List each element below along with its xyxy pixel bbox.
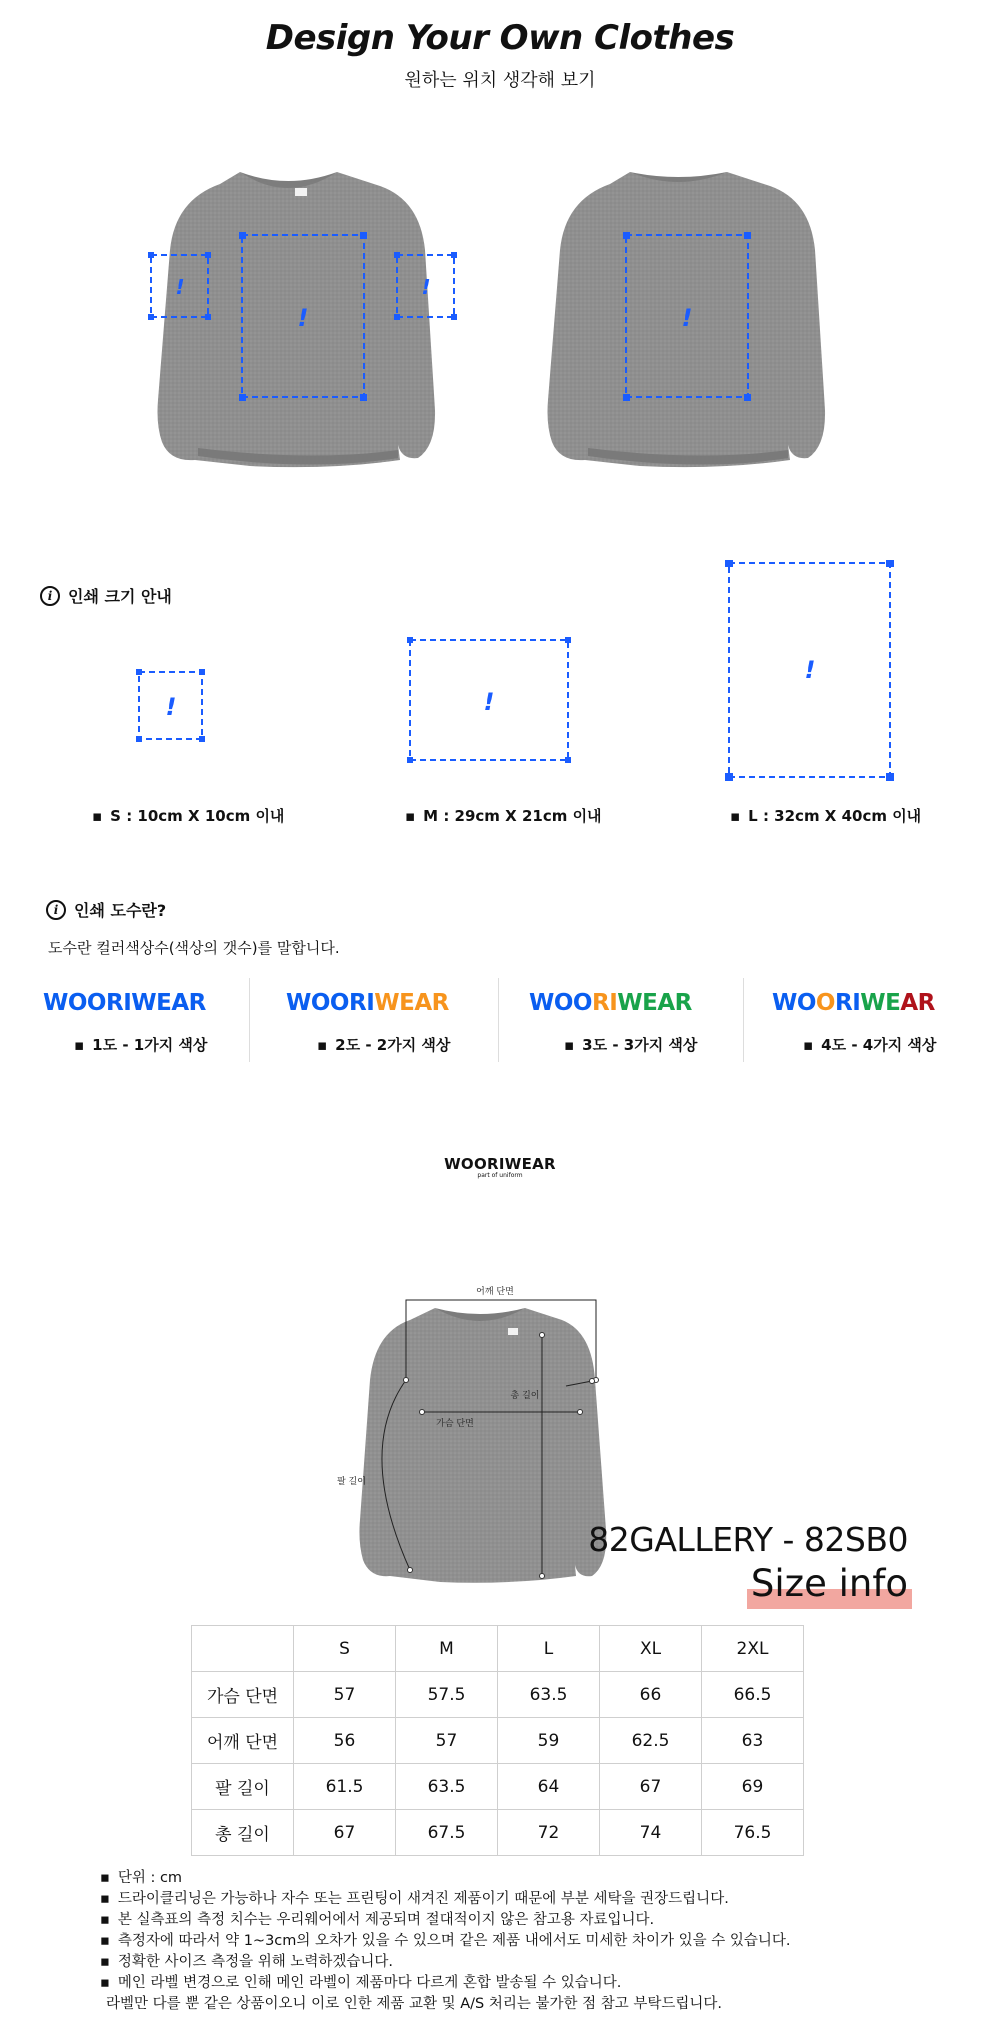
print-size-boxes xyxy=(120,560,920,800)
logo-4-color: WOORIWEAR xyxy=(772,990,935,1016)
table-row xyxy=(192,1764,804,1810)
table-header-cell: XL xyxy=(600,1626,702,1672)
page-subtitle: 원하는 위치 생각해 보기 xyxy=(404,70,596,91)
right-sleeve-marker: ! xyxy=(175,275,185,299)
back-marker: ! xyxy=(681,304,693,332)
table-cell: 59 xyxy=(498,1718,600,1764)
logo-3-color: WOORIWEAR xyxy=(529,990,692,1016)
table-row-label: 가슴 단면 xyxy=(192,1672,294,1718)
note-item: ▪ 단위 : cm xyxy=(100,1868,791,1889)
table-cell: 62.5 xyxy=(600,1718,702,1764)
table-cell: 72 xyxy=(498,1810,600,1856)
brand-logo xyxy=(0,1155,1000,1179)
table-header-cell xyxy=(192,1626,294,1672)
color-option-2: ▪ 2도 - 2가지 색상 xyxy=(317,1034,450,1055)
note-item: ▪ 본 실측표의 측정 치수는 우리웨어에서 제공되며 절대적이지 않은 참고용 자료입니다. xyxy=(100,1910,791,1931)
logo-2-color: WOORIWEAR xyxy=(286,990,449,1016)
table-header-cell: S xyxy=(294,1626,396,1672)
table-cell: 56 xyxy=(294,1718,396,1764)
logo-1-color: WOORIWEAR xyxy=(43,990,206,1016)
print-size-heading-text: 인쇄 크기 안내 xyxy=(68,587,172,606)
note-item: ▪ 드라이클리닝은 가능하나 자수 또는 프린팅이 새겨진 제품이기 때문에 부분 세탁을 권장드립니다. xyxy=(100,1889,791,1910)
table-row-label: 총 길이 xyxy=(192,1810,294,1856)
table-cell: 74 xyxy=(600,1810,702,1856)
brand-name: WOORIWEAR xyxy=(444,1155,556,1173)
shoulder-label: 어깨 단면 xyxy=(476,1287,514,1297)
table-cell: 76.5 xyxy=(702,1810,804,1856)
table-cell: 63.5 xyxy=(396,1764,498,1810)
table-cell: 64 xyxy=(498,1764,600,1810)
total-length-label: 총 길이 xyxy=(510,1391,540,1401)
table-cell: 57.5 xyxy=(396,1672,498,1718)
size-s-label: ▪ S : 10cm X 10cm 이내 xyxy=(92,805,284,826)
note-item: ▪ 정확한 사이즈 측정을 위해 노력하겠습니다. xyxy=(100,1952,791,1973)
table-header-cell: 2XL xyxy=(702,1626,804,1672)
info-icon: i xyxy=(40,586,60,606)
table-row xyxy=(192,1672,804,1718)
table-cell: 67 xyxy=(600,1764,702,1810)
table-header-cell: M xyxy=(396,1626,498,1672)
print-color-heading xyxy=(46,898,166,921)
table-cell: 63.5 xyxy=(498,1672,600,1718)
note-item: ▪ 메인 라벨 변경으로 인해 메인 라벨이 제품마다 다르게 혼합 발송될 수 있습니다. xyxy=(100,1973,791,1994)
table-row xyxy=(192,1810,804,1856)
size-table xyxy=(191,1625,804,1856)
chest-label: 가슴 단면 xyxy=(436,1419,474,1429)
size-m-label: ▪ M : 29cm X 21cm 이내 xyxy=(405,805,602,826)
size-s-marker: ! xyxy=(165,693,177,721)
sleeve-label: 팔 길이 xyxy=(337,1477,366,1487)
note-item: 라벨만 다를 뿐 같은 상품이오니 이로 인한 제품 교환 및 A/S 처리는 불가한 점 참고 부탁드립니다. xyxy=(106,1996,723,2012)
print-color-description: 도수란 컬러색상수(색상의 갯수)를 말합니다. xyxy=(48,939,340,957)
size-l-label: ▪ L : 32cm X 40cm 이내 xyxy=(730,805,921,826)
size-info-label: Size info xyxy=(751,1562,908,1605)
note-item: ▪ 측정자에 따라서 약 1~3cm의 오차가 있을 수 있으며 같은 제품 내에서도 미세한 차이가 있을 수 있습니다. xyxy=(100,1931,791,1952)
color-option-3: ▪ 3도 - 3가지 색상 xyxy=(564,1034,697,1055)
info-icon: i xyxy=(46,900,66,920)
sweatshirt-front xyxy=(158,172,436,467)
print-color-heading-text: 인쇄 도수란? xyxy=(74,901,167,920)
divider xyxy=(498,978,499,1062)
table-cell: 66.5 xyxy=(702,1672,804,1718)
table-row-label: 팔 길이 xyxy=(192,1764,294,1810)
page-title: Design Your Own Clothes xyxy=(265,18,735,58)
table-cell: 67.5 xyxy=(396,1810,498,1856)
color-option-4: ▪ 4도 - 4가지 색상 xyxy=(803,1034,936,1055)
size-m-marker: ! xyxy=(483,688,495,716)
table-row xyxy=(192,1718,804,1764)
table-row-label: 어깨 단면 xyxy=(192,1718,294,1764)
color-option-1: ▪ 1도 - 1가지 색상 xyxy=(74,1034,207,1055)
brand-tagline: part of uniform xyxy=(477,1172,523,1179)
front-marker: ! xyxy=(297,304,309,332)
divider xyxy=(743,978,744,1062)
table-cell: 57 xyxy=(294,1672,396,1718)
left-sleeve-marker: ! xyxy=(421,275,431,299)
table-cell: 63 xyxy=(702,1718,804,1764)
table-cell: 69 xyxy=(702,1764,804,1810)
notes-list xyxy=(100,1868,791,2015)
table-cell: 66 xyxy=(600,1672,702,1718)
divider xyxy=(249,978,250,1062)
product-name: 82GALLERY - 82SB0 xyxy=(588,1520,908,1559)
size-l-marker: ! xyxy=(804,656,816,684)
sweatshirt-mockups xyxy=(130,160,870,480)
table-header-row xyxy=(192,1626,804,1672)
table-header-cell: L xyxy=(498,1626,600,1672)
table-cell: 67 xyxy=(294,1810,396,1856)
table-cell: 61.5 xyxy=(294,1764,396,1810)
table-cell: 57 xyxy=(396,1718,498,1764)
